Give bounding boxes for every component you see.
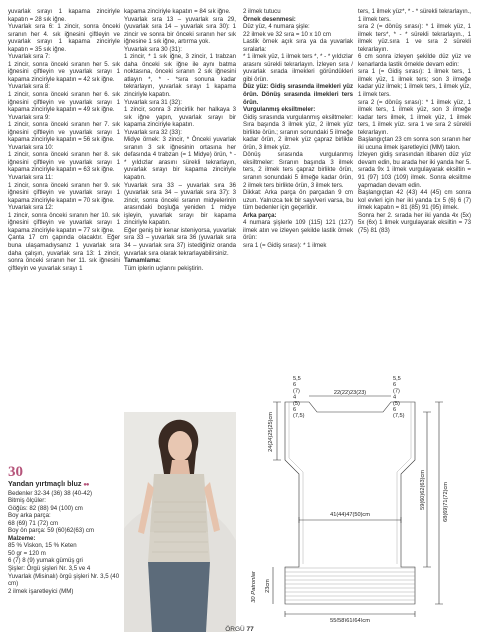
- shoulder-measure: 5,5: [293, 376, 301, 382]
- pattern-line: 85 % Viskon, 15 % Keten: [8, 542, 77, 550]
- pattern-line: Bitmiş ölçüler:: [8, 497, 46, 505]
- shoulder-measure: 5,5: [393, 376, 401, 382]
- pattern-line: 2 ilmek işaretleyici (MM): [8, 587, 74, 595]
- paragraph: 2 ilmek tutucu: [243, 8, 281, 15]
- pattern-line: 6 (7) 8 (9) yumak gümüş gri: [8, 557, 83, 565]
- pattern-title: Yandan yırtmaçlı bluz: [8, 479, 82, 488]
- paragraph: Yuvarlak sıra 32 (33):: [124, 128, 182, 136]
- pattern-line: Boy arka parça:: [8, 512, 51, 520]
- paragraph: Yuvarlak sıra 31 (32):: [124, 98, 182, 106]
- neck-label: 22(22)23(23): [333, 390, 367, 396]
- paragraph: Yuvarlak sıra 30 (31):: [124, 45, 182, 53]
- page-footer: [0, 626, 479, 633]
- shoulder-measure: 4: [293, 394, 297, 401]
- paragraph: 1 zincir, sonra 3 zincirlik her halkaya 3 sık iğne yapın, yuvarlak sırayı bir kapama zinciriyle kapatın.: [124, 106, 236, 129]
- paragraph: Yuvarlak sıra 11:: [8, 174, 53, 182]
- paragraph: sıra 1 (= Gidiş sırası): * 1 ilmek: [243, 241, 327, 249]
- paragraph: Vurgulanmış eksiltmeler:: [243, 106, 316, 114]
- paragraph: Dönüş sırasında vurgulanmış eksiltmeler: Sıranın başında 3 ilmek ters, 2 ilmek ters çapraz birlikte örün, sıranın sonundaki 5 ilmeğe kadar örün, 2 ilmek ters birlikte örün, 3 ilmek ters.: [243, 151, 353, 189]
- shoulder-measure: (7,5): [293, 413, 305, 420]
- paragraph: sıra 2 (= dönüş sırası): * 1 ilmek yüz, 1 ilmek ters*, * - * sürekli tekrarlayın., 1 ilmek yüz.sıra 1 ve sıra 2 sürekli tekrarlayın.: [358, 23, 471, 53]
- pattern-line: Bedenler 32-34 (36) 38 (40-42): [8, 489, 93, 497]
- paragraph: 1 zincir, sonra önceki sıranın her 7. sık iğnesini çiftleyin ve yuvarlak sırayı 1 kapama zinciriyle kapatın = 56 sık iğne.: [8, 121, 120, 144]
- pattern-line: Şişler: Örgü şişleri Nr. 3,5 ve 4: [8, 565, 91, 573]
- rib-label: 23cm: [265, 579, 271, 593]
- paragraph: kapama zinciriyle kapatın = 84 sık iğne.: [124, 8, 231, 15]
- page-number: 77: [246, 626, 254, 633]
- paragraph: 1 zincir, * 1 sık iğne, 3 zincir, 1 trabzan daha önceki sık iğne ile aynı batma noktasına, önceki sıranın 2 sık iğnesini atlayın *, * - *sıra sonuna kadar tekrarlayın, yuvarlak sırayı 1 kapama zinciriyle kapatın.: [124, 53, 236, 99]
- paragraph: 1 zincir, sonra önceki sıranın her 10. sık iğnesini çiftleyin ve yuvarlak sırayı 1 kapama zinciriyle kapatın = 77 sık iğne.: [8, 211, 120, 234]
- pattern-diagram: [243, 372, 475, 622]
- text-column-4: [358, 8, 471, 234]
- left-height-label: 24(24)25(25)cm: [268, 412, 274, 452]
- waist-label: 41(44)47(50)cm: [330, 512, 370, 518]
- pattern-line: 50 gr = 120 m: [8, 549, 46, 557]
- paragraph: Yuvarlak sıra 7:: [8, 53, 50, 61]
- paragraph: Yuvarlak sıra 6: 1 zincir, sonra önceki sıranın her 4. sık iğnesini çiftleyin ve yuvarlak sırayı 1 kapama zinciriyle kapatın = 35 sık iğne.: [8, 23, 120, 53]
- model-photo: [124, 412, 236, 632]
- paragraph: Düz yüz, 4 numara şişle:: [243, 23, 310, 31]
- paragraph: 22 ilmek ve 32 sıra = 10 x 10 cm: [243, 30, 331, 38]
- footer-brand: ÖRGÜ: [225, 626, 245, 633]
- paragraph: Tüm iplerin uçlarını pekiştirin.: [124, 264, 204, 272]
- right-height-label-2: 68(69)71(72)cm: [443, 482, 449, 522]
- text-column-1: [8, 8, 120, 272]
- shoulder-measure: (5): [293, 400, 300, 407]
- text-column-3: [243, 8, 353, 250]
- right-height-label-1: 59(60)62(63)cm: [420, 470, 426, 510]
- pattern-details: [8, 490, 120, 596]
- difficulty-dots: ●●: [83, 482, 89, 488]
- paragraph: İzleyen gidiş sırasından itibaren düz yüz devam edin, bu arada her iki yanda her 5. sırada 9x 1 ilmek vurgulayarak eksiltin = 91 (97) 103 (109) ilmek. Sonra eksiltme yapmadan devam edin.: [358, 151, 471, 189]
- pattern-line: Göğüs: 82 (88) 94 (100) cm: [8, 504, 83, 512]
- pattern-line: Malzeme:: [8, 534, 36, 542]
- shoulder-measure: (7): [393, 388, 400, 395]
- pattern-line: Boy ön parça: 59 (60)62(63) cm: [8, 527, 95, 535]
- text-column-2: [124, 8, 236, 272]
- patron-label: 30 Patronlar: [251, 571, 257, 603]
- paragraph: Yuvarlak sıra 13 – yuvarlak sıra 29, (yuvarlak sıra 14 – yuvarlak sıra 30): 1 zincir ve sonra bir önceki sıranın her sık iğnesine 1 sık iğne, artırma yok.: [124, 15, 236, 46]
- paragraph: * 1 ilmek yüz, 1 ilmek ters *, * - * yıldızlar arasını sürekli tekrarlayın. İzleyen sıra / yuvarlak sırada ilmekleri göründükleri gibi örün.: [243, 53, 353, 83]
- paragraph: Yuvarlak sıra 33 – yuvarlak sıra 36 (yuvarlak sıra 34 – yuvarlak sıra 37): 3 zincir, sonra önceki sıranın midyelerinin arasındaki boşluğa yeniden 1 midye işleyin, yuvarlak sırayı bir kapama zinciriyle kapatın.: [124, 181, 236, 227]
- shoulder-measure: 6: [293, 382, 297, 389]
- paragraph: Midye örnek: 3 zincir, * Önceki yuvarlak sıranın 3 sık iğnesinin ortasına her defasında 4 trabzan (= 1 Midye) örün, * - * yıldızlar arasını sürekli tekrarlayın, yuvarlak sırayı bir kapama zinciriyle kapatın.: [124, 136, 236, 182]
- paragraph: 4 numara şişlerle 109 (115) 121 (127) ilmek atın ve izleyen şekilde lastik örnek örün:: [243, 219, 353, 242]
- paragraph: Başlangıçtan 23 cm sonra son sıranın her iki ucuna ilmek işaretleyici (MM) takın.: [358, 136, 471, 151]
- paragraph: Arka parça:: [243, 211, 277, 219]
- paragraph: 1 zincir, sonra önceki sıranın her 9. sık iğnesini çiftleyin ve yuvarlak sırayı 1 kapama zinciriyle kapatın = 70 sık iğne.: [8, 181, 120, 204]
- paragraph: Yuvarlak sıra 8:: [8, 83, 50, 91]
- paragraph: ters, 1 ilmek yüz*, * - * sürekli tekrarlayın., 1 ilmek ters.: [358, 8, 471, 23]
- paragraph: Yuvarlak sıra 9:: [8, 113, 50, 121]
- shoulder-measure: 6: [393, 407, 397, 413]
- shoulder-measure: 6: [293, 407, 297, 413]
- shoulder-measure: (5): [393, 400, 400, 407]
- paragraph: Düz yüz: Gidiş sırasında ilmekleri yüz örün. Dönüş sırasında ilmekleri ters örün.: [243, 83, 353, 106]
- pattern-number: 30: [8, 464, 23, 480]
- paragraph: Başlangıçtan 42 (43) 44 (45) cm sonra kol evleri için her iki yanda 1x 5 (6) 6 (7) ilmek kapatın = 81 (85) 91 (95) ilmek.: [358, 189, 471, 212]
- pattern-info: [8, 465, 120, 595]
- paragraph: Gidiş sırasında vurgulanmış eksiltmeler: Sıra başında 3 ilmek yüz, 2 ilmek yüz birlikte örün.; sıranın sonundaki 5 ilmeğe kadar örün, 2 ilmek yüz çapraz birlikte örün, 3 ilmek yüz.: [243, 113, 353, 151]
- bottom-width-label: 55(58)61(64)cm: [330, 618, 370, 622]
- paragraph: Yuvarlak sıra 12:: [8, 204, 54, 212]
- paragraph: Örnek desenmesi:: [243, 15, 296, 23]
- shoulder-measure: 6: [393, 382, 397, 389]
- pattern-line: Yuvarlak (Misinalı) örgü şişleri Nr. 3,5 (40 cm): [8, 572, 120, 588]
- paragraph: Tamamlama:: [124, 257, 161, 265]
- shoulder-measure: 4: [393, 394, 397, 401]
- paragraph: sıra 1 (= Gidiş sırası): 1 ilmek ters, 1 ilmek yüz, 1 ilmek ters; son 3 ilmeğe kadar yüz ilmek; 1 ilmek ters, 1 ilmek yüz, 1 ilmek ters.: [358, 68, 471, 99]
- paragraph: 1 zincir, sonra önceki sıranın her 8. sık iğnesini çiftleyin ve yuvarlak sırayı 1 kapama zinciriyle kapatın = 63 sık iğne.: [8, 151, 120, 174]
- paragraph: sıra 2 (= dönüş sırası): * 1 ilmek yüz, 1 ilmek ters, 1 ilmek yüz, son 3 ilmeğe kadar ters ilmek, 1 ilmek yüz, 1 ilmek ters, 1 ilmek yüz. sıra 1 ve sıra 2 sürekli tekrarlayın.: [358, 98, 471, 136]
- paragraph: Dikkat: Arka parça ön parçadan 9 cm uzun. Yalnızca tek bir sayı/veri varsa, bu tüm bedenler için geçerlidir.: [243, 189, 353, 212]
- paragraph: Çanta 17 cm çapında olacaktır. Eğer buna ulaşamadıysanız 1 yuvarlak sıra daha çalışın, yuvarlak sıra 13: 1 zincir, sonra önceki sıranın her 11. sık iğnesini çiftleyin ve yuvarlak sırayı 1: [8, 234, 120, 272]
- paragraph: 1 zincir, sonra önceki sıranın her 5. sık iğnesini çiftleyin ve yuvarlak sırayı 1 kapama zinciriyle kapatın = 42 sık iğne.: [8, 60, 120, 83]
- paragraph: 1 zincir, sonra önceki sıranın her 6. sık iğnesini çiftleyin ve yuvarlak sırayı 1 kapama zinciriyle kapatın = 49 sık iğne.: [8, 91, 120, 114]
- shoulder-measure: (7,5): [393, 413, 405, 420]
- paragraph: Eğer geniş bir kenar isteniyorsa, yuvarlak sıra 33 – yuvarlak sıra 36 (yuvarlak sıra 34 – yuvarlak sıra 37) istediğiniz orandа yuvarlak sıra olarak tekrarlayabilirsiniz.: [124, 226, 236, 257]
- paragraph: yuvarlak sırayı 1 kapama zinciriyle kapatın = 28 sık iğne.: [8, 8, 120, 23]
- paragraph: Lastik örnek açık sıra ya da yuvarlak sıralarla:: [243, 38, 353, 53]
- paragraph: Sonra her 2. sırada her iki yanda 4x (5x) 5x (6x) 1 ilmek vurgulayarak eksiltin = 73 (75) 81 (83): [358, 211, 471, 234]
- pattern-line: 68 (69) 71 (72) cm: [8, 519, 59, 527]
- shoulder-measure: (7): [293, 388, 300, 395]
- paragraph: Yuvarlak sıra 10:: [8, 143, 54, 151]
- paragraph: 6 cm sonra izleyen şekilde düz yüz ve kenarlarda lastik örnekle devam edin:: [358, 53, 471, 68]
